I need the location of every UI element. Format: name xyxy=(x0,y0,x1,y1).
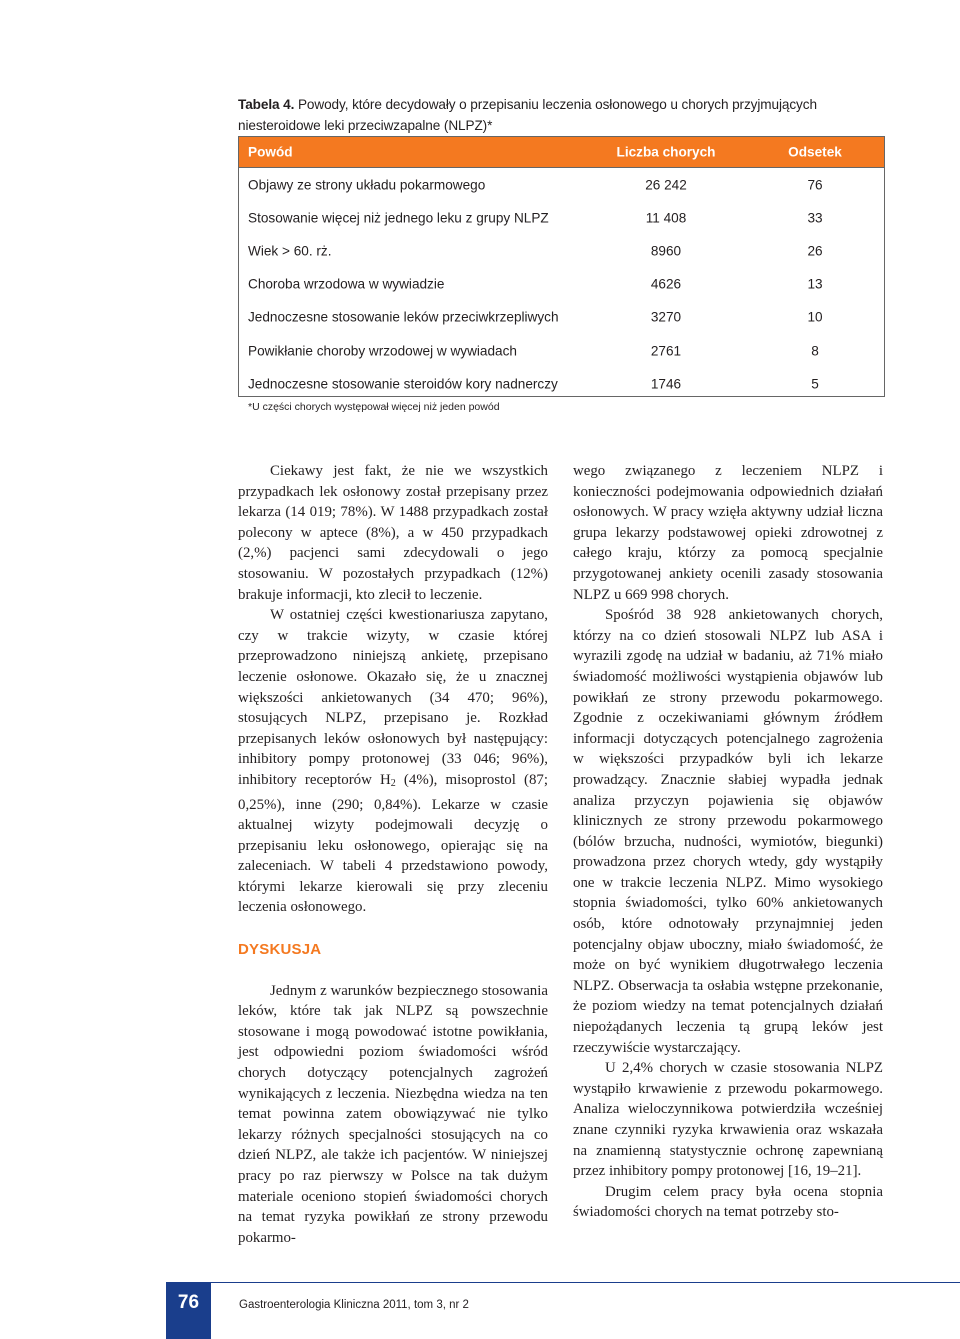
table-row xyxy=(239,301,884,334)
header-patient-count: Liczba chorych xyxy=(616,144,716,160)
table-row xyxy=(239,367,884,400)
paragraph: U 2,4% chorych w czasie stosowania NLPZ wystąpiło krwawienie z przewodu pokarmowego. Analiza wieloczynnikowa potwierdziła wcześniej znane czynniki ryzyka krwawienia oraz wskazała na znamienną statystycznie ochronę zapewnianą przez inhibitory pompy protonowej [16, 19–21]. xyxy=(573,1060,883,1180)
row-reason: Jednoczesne stosowanie steroidów kory nadnerczy xyxy=(248,376,558,392)
header-percentage: Odsetek xyxy=(788,144,842,160)
table-caption xyxy=(238,94,888,136)
table-row xyxy=(239,201,884,234)
row-percentage: 26 xyxy=(807,243,823,259)
right-text-column xyxy=(573,461,883,1223)
paragraph: wego związanego z leczeniem NLPZ i konieczności podejmowania odpowiednich działań osłonowych. W pracy wzięła aktywny udział liczna grupa lekarzy podstawowej opieki zdrowotnej z całego kraju, którzy za pomocą specjalnie przygotowanej ankiety ocenili zasady stosowania NLPZ u 669 998 chorych. xyxy=(573,463,883,603)
row-count: 1746 xyxy=(650,376,682,392)
row-count: 4626 xyxy=(650,276,682,292)
table-row xyxy=(239,268,884,301)
page-number: 76 xyxy=(166,1283,211,1339)
row-count: 3270 xyxy=(650,309,682,325)
row-count: 2761 xyxy=(650,343,682,359)
paragraph: Spośród 38 928 ankietowanych chorych, którzy na co dzień stosowali NLPZ lub ASA i wyrazili zgodę na udział w badaniu, aż 71% miało świadomość możliwości wystąpienia objawów lub powikłań ze strony przewodu pokarmowego. Zgodnie z oczekiwaniami głównym źródłem informacji dotyczących potencjalnego zagrożenia w większości przypadków byli ich lekarze prowadzący. Znacznie słabiej wypadła jednak analiza przyczyn pojawienia się objawów klinicznych ze strony przewodu pokarmowego (bólów brzucha, nudności, wymiotów, biegunki) prowadzona przez chorych wtedy, gdy wystąpiły one w trakcie leczenia NLPZ. Mimo wysokiego stopnia świadomości, tylko 60% ankietowanych osób, które odnotowały przynajmniej jeden potencjalny objaw uboczny, miało świadomość, że może on być wynikiem długotrwałego leczenia NLPZ. Obserwacja ta osłabia wstępne przekonanie, że poziom wiedzy na temat potencjalnych działań niepożądanych leczenia tą grupą leków jest rzeczywiście wystarczający. xyxy=(573,607,883,1056)
footer-rule xyxy=(166,1282,960,1283)
subscript: 2 xyxy=(390,777,396,789)
row-percentage: 13 xyxy=(807,276,823,292)
paragraph: Jednym z warunków bezpiecznego stosowania leków, które tak jak NLPZ są powszechnie stosowane i mogą powodować istotne powikłania, jest odpowiedni poziom świadomości wśród chorych dotyczący potencjalnych zagrożeń wynikających z leczenia. Niezbędna wiedza na ten temat powinna zatem obowiązywać nie tylko lekarzy różnych specjalności stosujących na co dzień NLPZ, ale także ich pacjentów. W niniejszej pracy po raz pierwszy w Polsce na tak dużym materiale oceniono stopień świadomości chorych na temat ryzyka powikłań ze strony przewodu pokarmo- xyxy=(238,982,548,1246)
row-percentage: 5 xyxy=(811,376,819,392)
table-header-row xyxy=(239,137,884,168)
row-count: 11 408 xyxy=(645,210,687,226)
paragraph-text: W ostatniej części kwestionariusza zapytano, czy w trakcie wizyty, w czasie której przeprowadzono niniejszą ankietę, przepisano leczenie osłonowe. Okazało się, że u znacznej większości ankietowanych (34 470; 96%), stosujących NLPZ, przepisano je. Rozkład przepisanych leków osłonowych był następujący: inhibitory pompy protonowej (33 046; 96%), inhibitory receptorów H xyxy=(238,607,548,788)
row-reason: Objawy ze strony układu pokarmowego xyxy=(248,177,486,193)
row-percentage: 76 xyxy=(807,177,823,193)
table-row xyxy=(239,234,884,267)
row-count: 26 242 xyxy=(645,177,687,193)
row-reason: Choroba wrzodowa w wywiadzie xyxy=(248,276,445,292)
paragraph-text: (4%), misoprostol (87; 0,25%), inne (290; 0,84%). Lekarze w czasie aktualnej wizyty podejmowali decyzję o przepisaniu leku osłonowego, opierając się na zaleceniach. W tabeli 4 przedstawiono powody, którymi lekarze kierowali się przy zleceniu leczenia osłonowego. xyxy=(238,771,549,916)
row-percentage: 10 xyxy=(807,309,823,325)
row-reason: Powikłanie choroby wrzodowej w wywiadach xyxy=(248,343,517,359)
paragraph: Drugim celem pracy była ocena stopnia świadomości chorych na temat potrzeby sto- xyxy=(573,1183,883,1221)
paragraph: Ciekawy jest fakt, że nie we wszystkich przypadkach lek osłonowy został przepisany przez lekarza (14 019; 78%). W 1488 przypadkach został polecony w aptece (8%), a w 450 przypadkach (2,%) pacjenci sami zdecydowali o jego stosowaniu. W pozostałych przypadkach (12%) brakuje informacji, kto zlecił to leczenie. xyxy=(238,463,548,603)
row-reason: Stosowanie więcej niż jednego leku z grupy NLPZ xyxy=(248,210,549,226)
journal-reference: Gastroenterologia Kliniczna 2011, tom 3, nr 2 xyxy=(239,1299,469,1311)
table-row xyxy=(239,168,884,201)
table-footnote: *U części chorych występował więcej niż jeden powód xyxy=(248,401,500,413)
section-heading-discussion: DYSKUSJA xyxy=(238,941,322,959)
table-caption-text: Powody, które decydowały o przepisaniu leczenia osłonowego u chorych przyjmujących niesteroidowe leki przeciwzapalne (NLPZ)* xyxy=(238,97,817,133)
row-percentage: 8 xyxy=(811,343,819,359)
table-caption-label: Tabela 4. xyxy=(238,97,295,112)
row-reason: Jednoczesne stosowanie leków przeciwkrzepliwych xyxy=(248,309,559,325)
row-count: 8960 xyxy=(650,243,682,259)
table-row xyxy=(239,334,884,367)
header-reason: Powód xyxy=(248,144,293,160)
paragraph xyxy=(238,605,548,918)
row-percentage: 33 xyxy=(807,210,823,226)
reasons-table xyxy=(238,136,885,397)
row-reason: Wiek > 60. rż. xyxy=(248,243,332,259)
left-text-column xyxy=(238,461,548,1248)
